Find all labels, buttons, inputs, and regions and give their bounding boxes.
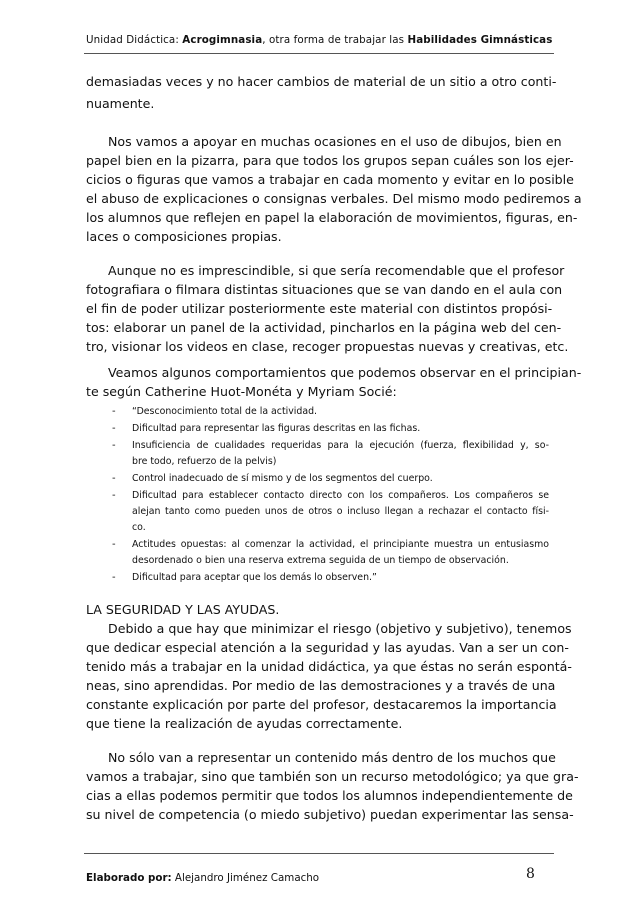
list-item: Actitudes opuestas: al comenzar la actividad, el principiante muestra un entusiasmo bbox=[132, 539, 549, 550]
paragraph-2-line: el abuso de explicaciones o consignas verbales. Del mismo modo pediremos a bbox=[86, 191, 582, 206]
list-item-continuation: co. bbox=[132, 522, 146, 533]
header-prefix: Unidad Didáctica: bbox=[86, 34, 183, 46]
list-item: Insuficiencia de cualidades requeridas para la ejecución (fuerza, flexibilidad y, so- bbox=[132, 440, 549, 451]
header-middle: , otra forma de trabajar las bbox=[262, 34, 408, 46]
paragraph-2-line: los alumnos que reflejen en papel la elaboración de movimientos, figuras, en- bbox=[86, 210, 578, 225]
list-item: Control inadecuado de sí mismo y de los segmentos del cuerpo. bbox=[132, 473, 433, 484]
paragraph-5-line: que tiene la realización de ayudas correctamente. bbox=[86, 716, 403, 731]
running-header bbox=[86, 34, 552, 46]
paragraph-3-line: el fin de poder utilizar posteriormente este material con distintos propósi- bbox=[86, 301, 553, 316]
footer-label: Elaborado por: bbox=[86, 872, 172, 884]
list-bullet: - bbox=[112, 440, 116, 451]
paragraph-6-line: cias a ellas podemos permitir que todos los alumnos independientemente de bbox=[86, 788, 573, 803]
paragraph-3-line: fotografiara o filmara distintas situaciones que se van dando en el aula con bbox=[86, 282, 563, 297]
list-item-continuation: alejan tanto como pueden unos de otros o incluso llegan a rechazar el contacto físi- bbox=[132, 506, 549, 517]
paragraph-5-line: constante explicación por parte del profesor, destacaremos la importancia bbox=[86, 697, 557, 712]
paragraph-4-line: Veamos algunos comportamientos que podemos observar en el principian- bbox=[108, 365, 582, 380]
list-bullet: - bbox=[112, 572, 116, 583]
paragraph-5-line: neas, sino aprendidas. Por medio de las demostraciones y a través de una bbox=[86, 678, 556, 693]
paragraph-6-line: No sólo van a representar un contenido más dentro de los muchos que bbox=[108, 750, 556, 765]
list-bullet: - bbox=[112, 406, 116, 417]
footer-rule bbox=[84, 853, 554, 854]
paragraph-3-line: tro, visionar los videos en clase, recoger propuestas nuevas y creativas, etc. bbox=[86, 339, 569, 354]
paragraph-5-line: que dedicar especial atención a la seguridad y las ayudas. Van a ser un con- bbox=[86, 640, 569, 655]
list-item: “Desconocimiento total de la actividad. bbox=[132, 406, 318, 417]
header-subject: Habilidades Gimnásticas bbox=[407, 34, 553, 46]
list-bullet: - bbox=[112, 473, 116, 484]
paragraph-3-line: tos: elaborar un panel de la actividad, pincharlos en la página web del cen- bbox=[86, 320, 562, 335]
page-number: 8 bbox=[526, 866, 535, 882]
paragraph-1-line: demasiadas veces y no hacer cambios de material de un sitio a otro conti- bbox=[86, 74, 557, 89]
header-unit-title: Acrogimnasia bbox=[182, 34, 263, 46]
paragraph-2-line: cicios o figuras que vamos a trabajar en cada momento y evitar en lo posible bbox=[86, 172, 574, 187]
footer-author: Alejandro Jiménez Camacho bbox=[171, 872, 320, 884]
paragraph-4-line: te según Catherine Huot-Monéta y Myriam Socié: bbox=[86, 384, 397, 399]
paragraph-2-line: Nos vamos a apoyar en muchas ocasiones en el uso de dibujos, bien en bbox=[108, 134, 562, 149]
list-bullet: - bbox=[112, 423, 116, 434]
paragraph-6-line: vamos a trabajar, sino que también son un recurso metodológico; ya que gra- bbox=[86, 769, 579, 784]
paragraph-1-line: nuamente. bbox=[86, 96, 155, 111]
paragraph-5-line: tenido más a trabajar en la unidad didáctica, ya que éstas no serán espontá- bbox=[86, 659, 572, 674]
section-heading: LA SEGURIDAD Y LAS AYUDAS. bbox=[86, 602, 280, 617]
paragraph-5-line: Debido a que hay que minimizar el riesgo (objetivo y subjetivo), tenemos bbox=[108, 621, 572, 636]
list-bullet: - bbox=[112, 490, 116, 501]
list-item-continuation: desordenado o bien una reserva extrema seguida de un tiempo de observación. bbox=[132, 555, 509, 566]
list-bullet: - bbox=[112, 539, 116, 550]
header-rule bbox=[84, 53, 554, 54]
paragraph-2-line: laces o composiciones propias. bbox=[86, 229, 282, 244]
list-item-continuation: bre todo, refuerzo de la pelvis) bbox=[132, 456, 277, 467]
list-item: Dificultad para aceptar que los demás lo observen.” bbox=[132, 572, 377, 583]
paragraph-6-line: su nivel de competencia (o miedo subjetivo) puedan experimentar las sensa- bbox=[86, 807, 574, 822]
list-item: Dificultad para representar las figuras descritas en las fichas. bbox=[132, 423, 421, 434]
list-item: Dificultad para establecer contacto directo con los compañeros. Los compañeros se bbox=[132, 490, 549, 501]
paragraph-2-line: papel bien en la pizarra, para que todos los grupos sepan cuáles son los ejer- bbox=[86, 153, 574, 168]
paragraph-3-line: Aunque no es imprescindible, si que sería recomendable que el profesor bbox=[108, 263, 565, 278]
running-footer bbox=[86, 872, 319, 884]
